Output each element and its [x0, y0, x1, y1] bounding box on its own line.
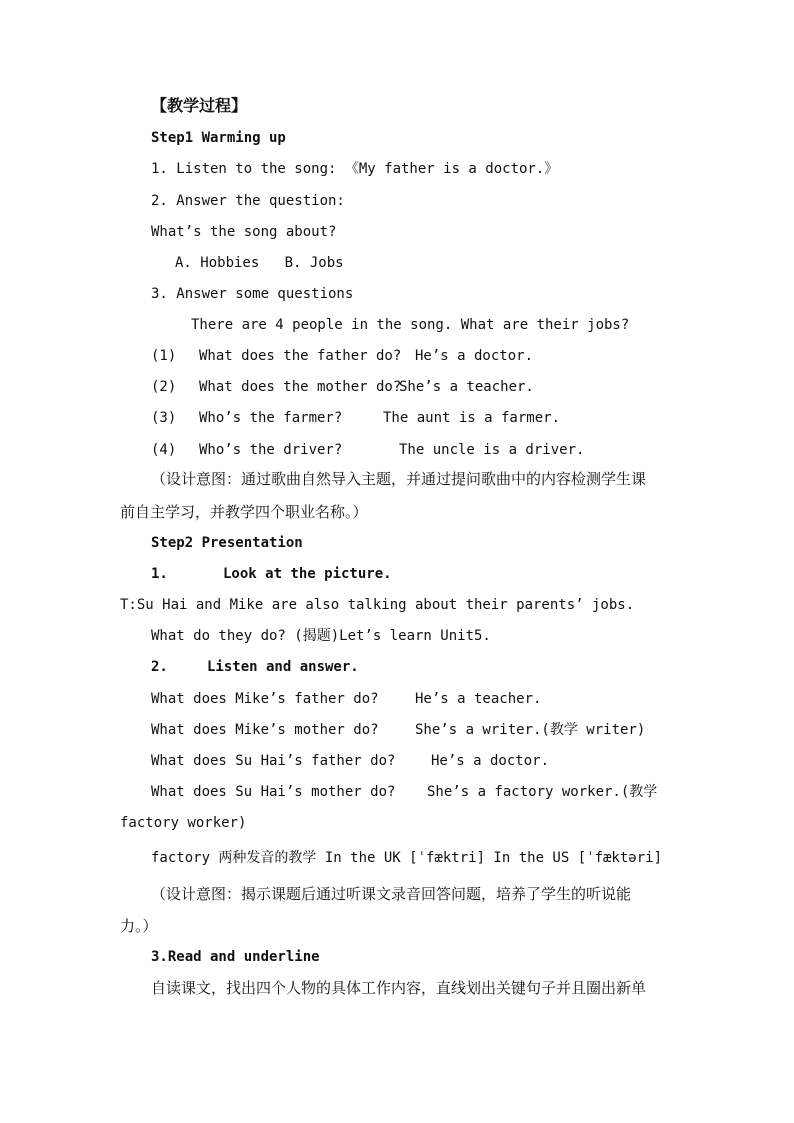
- qa-num-2: (2): [151, 379, 177, 395]
- qa-num-3: (3): [151, 410, 177, 426]
- step1-design-note-line2: 前自主学习，并教学四个职业名称。）: [120, 503, 368, 521]
- teacher-line: T:Su Hai and Mike are also talking about their parents’ jobs.: [120, 597, 635, 613]
- step2-design-note-line1: （设计意图：揭示课题后通过听课文录音回答问题，培养了学生的听说能: [151, 885, 632, 903]
- qa-question-1: What does the father do?: [199, 348, 402, 364]
- qa-answer-2: She’s a teacher.: [399, 379, 534, 395]
- listen-answer-3: He’s a doctor.: [431, 753, 550, 769]
- step2-point1-num: 1.: [151, 566, 168, 582]
- qa-answer-3: The aunt is a farmer.: [383, 410, 561, 426]
- qa-num-4: (4): [151, 442, 177, 458]
- listen-answer-4-wrap: factory worker): [120, 815, 247, 831]
- step1-options: A. Hobbies B. Jobs: [175, 255, 344, 271]
- step2-point1-text: Look at the picture.: [223, 566, 392, 582]
- step1-question: What’s the song about?: [151, 224, 337, 240]
- step2-point2-num: 2.: [151, 659, 168, 675]
- step2-point3-text: 自读课文，找出四个人物的具体工作内容，直线划出关键句子并且圈出新单: [151, 979, 647, 997]
- listen-question-3: What does Su Hai’s father do?: [151, 753, 396, 769]
- step1-item-2: 2. Answer the question:: [151, 193, 345, 209]
- step1-item-1: 1. Listen to the song: 《My father is a doctor.》: [151, 161, 559, 177]
- step1-design-note-line1: （设计意图：通过歌曲自然导入主题，并通过提问歌曲中的内容检测学生课: [151, 470, 647, 488]
- listen-question-1: What does Mike’s father do?: [151, 691, 379, 707]
- section-title: 【教学过程】: [151, 96, 248, 115]
- listen-question-2: What does Mike’s mother do?: [151, 722, 379, 738]
- listen-answer-1: He’s a teacher.: [415, 691, 542, 707]
- step1-title: Step1 Warming up: [151, 130, 286, 146]
- listen-answer-2: She’s a writer.(教学 writer): [415, 722, 646, 738]
- qa-answer-4: The uncle is a driver.: [399, 442, 585, 458]
- listen-question-4: What does Su Hai’s mother do?: [151, 784, 396, 800]
- qa-question-3: Who’s the farmer?: [199, 410, 343, 426]
- step2-point3-title: 3.Read and underline: [151, 949, 320, 965]
- qa-question-4: Who’s the driver?: [199, 442, 343, 458]
- qa-num-1: (1): [151, 348, 177, 364]
- step2-point2-text: Listen and answer.: [207, 659, 359, 675]
- step2-design-note-line2: 力。）: [120, 917, 158, 935]
- step1-item-3: 3. Answer some questions: [151, 286, 354, 302]
- listen-answer-4: She’s a factory worker.(教学: [427, 784, 658, 800]
- factory-pronunciation-line: factory 两种发音的教学 In the UK [ˈfæktri] In the US [ˈfæktəri]: [151, 850, 663, 866]
- step2-title: Step2 Presentation: [151, 535, 303, 551]
- qa-question-2: What does the mother do?: [199, 379, 402, 395]
- teacher-line-2: What do they do? (揭题)Let’s learn Unit5.: [151, 628, 491, 644]
- qa-answer-1: He’s a doctor.: [415, 348, 534, 364]
- step1-intro: There are 4 people in the song. What are their jobs?: [191, 317, 630, 333]
